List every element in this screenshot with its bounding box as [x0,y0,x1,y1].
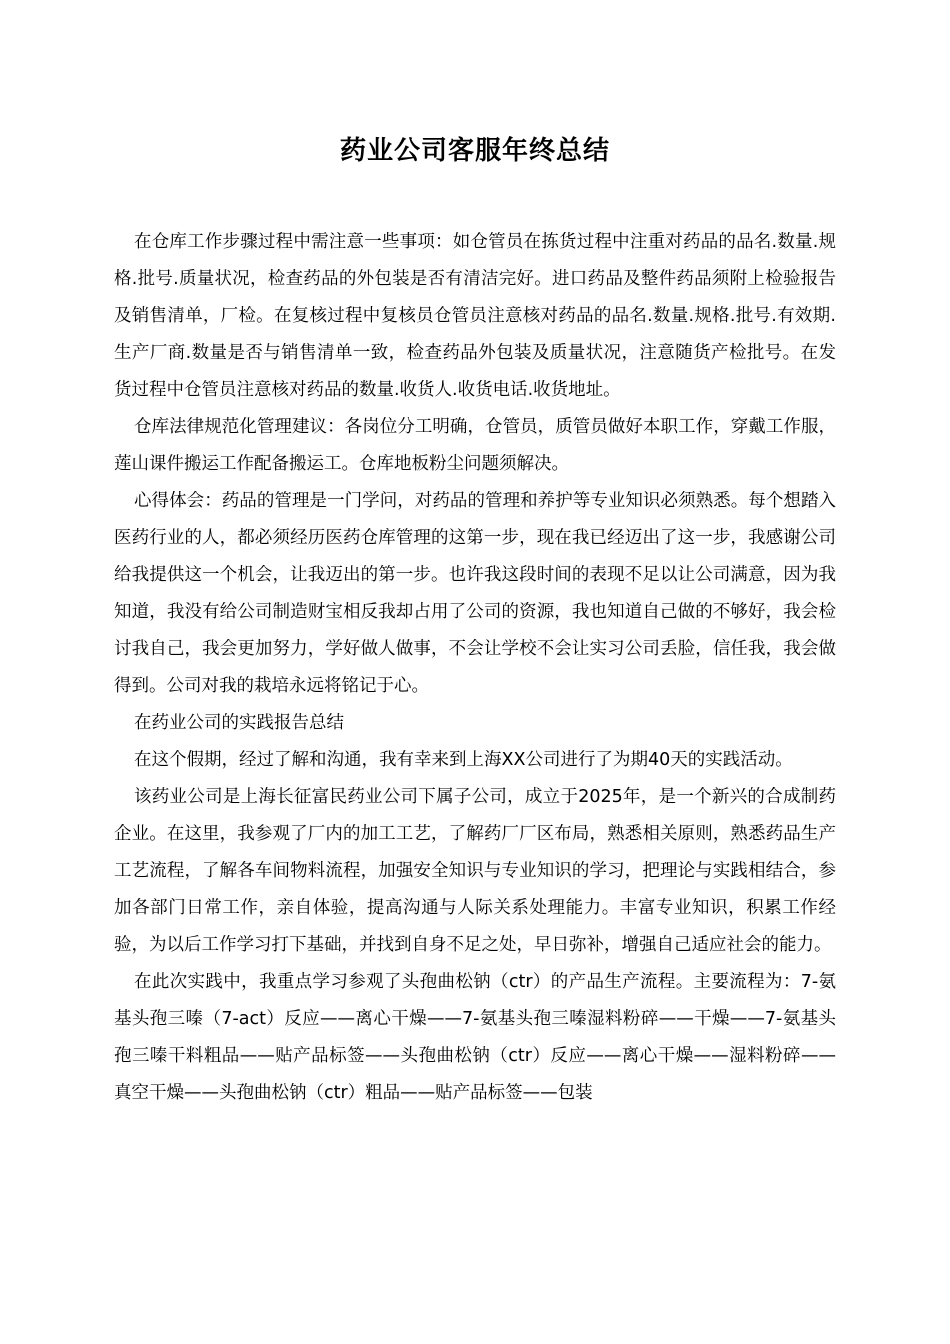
paragraph-warehouse-procedure: 在仓库工作步骤过程中需注意一些事项：如仓管员在拣货过程中注重对药品的品名.数量.规格.批号.质量状况，检查药品的外包装是否有清洁完好。进口药品及整件药品须附上检验报告及销售清单，厂检。在复核过程中复核员仓管员注意核对药品的品名.数量.规格.批号.有效期.生产厂商.数量是否与销售清单一致，检查药品外包装及质量状况，注意随货产检批号。在发货过程中仓管员注意核对药品的数量.收货人.收货电话.收货地址。 [114,232,836,400]
paragraph-section-heading: 在药业公司的实践报告总结 [134,713,344,733]
paragraph-internship-intro: 在这个假期，经过了解和沟通，我有幸来到上海XX公司进行了为期40天的实践活动。 [134,750,793,770]
paragraph-management-suggestion: 仓库法律规范化管理建议：各岗位分工明确，仓管员，质管员做好本职工作，穿戴工作服，莲山课件搬运工作配备搬运工。仓库地板粉尘问题须解决。 [114,417,836,474]
document-title: 药业公司客服年终总结 [339,136,610,166]
paragraph-company-overview: 该药业公司是上海长征富民药业公司下属子公司，成立于2025年，是一个新兴的合成制药企业。在这里，我参观了厂内的加工工艺，了解药厂厂区布局，熟悉相关原则，熟悉药品生产工艺流程，了解各车间物料流程，加强安全知识与专业知识的学习，把理论与实践相结合，参加各部门日常工作，亲自体验，提高沟通与人际关系处理能力。丰富专业知识，积累工作经验，为以后工作学习打下基础，并找到自身不足之处，早日弥补，增强自己适应社会的能力。 [114,787,836,955]
paragraph-reflection: 心得体会：药品的管理是一门学问，对药品的管理和养护等专业知识必须熟悉。每个想踏入医药行业的人，都必须经历医药仓库管理的这第一步，现在我已经迈出了这一步，我感谢公司给我提供这一个机会，让我迈出的第一步。也许我这段时间的表现不足以让公司满意，因为我知道，我没有给公司制造财宝相反我却占用了公司的资源，我也知道自己做的不够好，我会检讨我自己，我会更加努力，学好做人做事，不会让学校不会让实习公司丢脸，信任我，我会做得到。公司对我的栽培永远将铭记于心。 [114,491,836,696]
document-body [114,224,836,1112]
paragraph-production-process: 在此次实践中，我重点学习参观了头孢曲松钠（ctr）的产品生产流程。主要流程为：7-氨基头孢三嗪（7-act）反应——离心干燥——7-氨基头孢三嗪湿料粉碎——干燥——7-氨基头孢三嗪干料粗品——贴产品标签——头孢曲松钠（ctr）反应——离心干燥——湿料粉碎——真空干燥——头孢曲松钠（ctr）粗品——贴产品标签——包装 [114,972,836,1103]
